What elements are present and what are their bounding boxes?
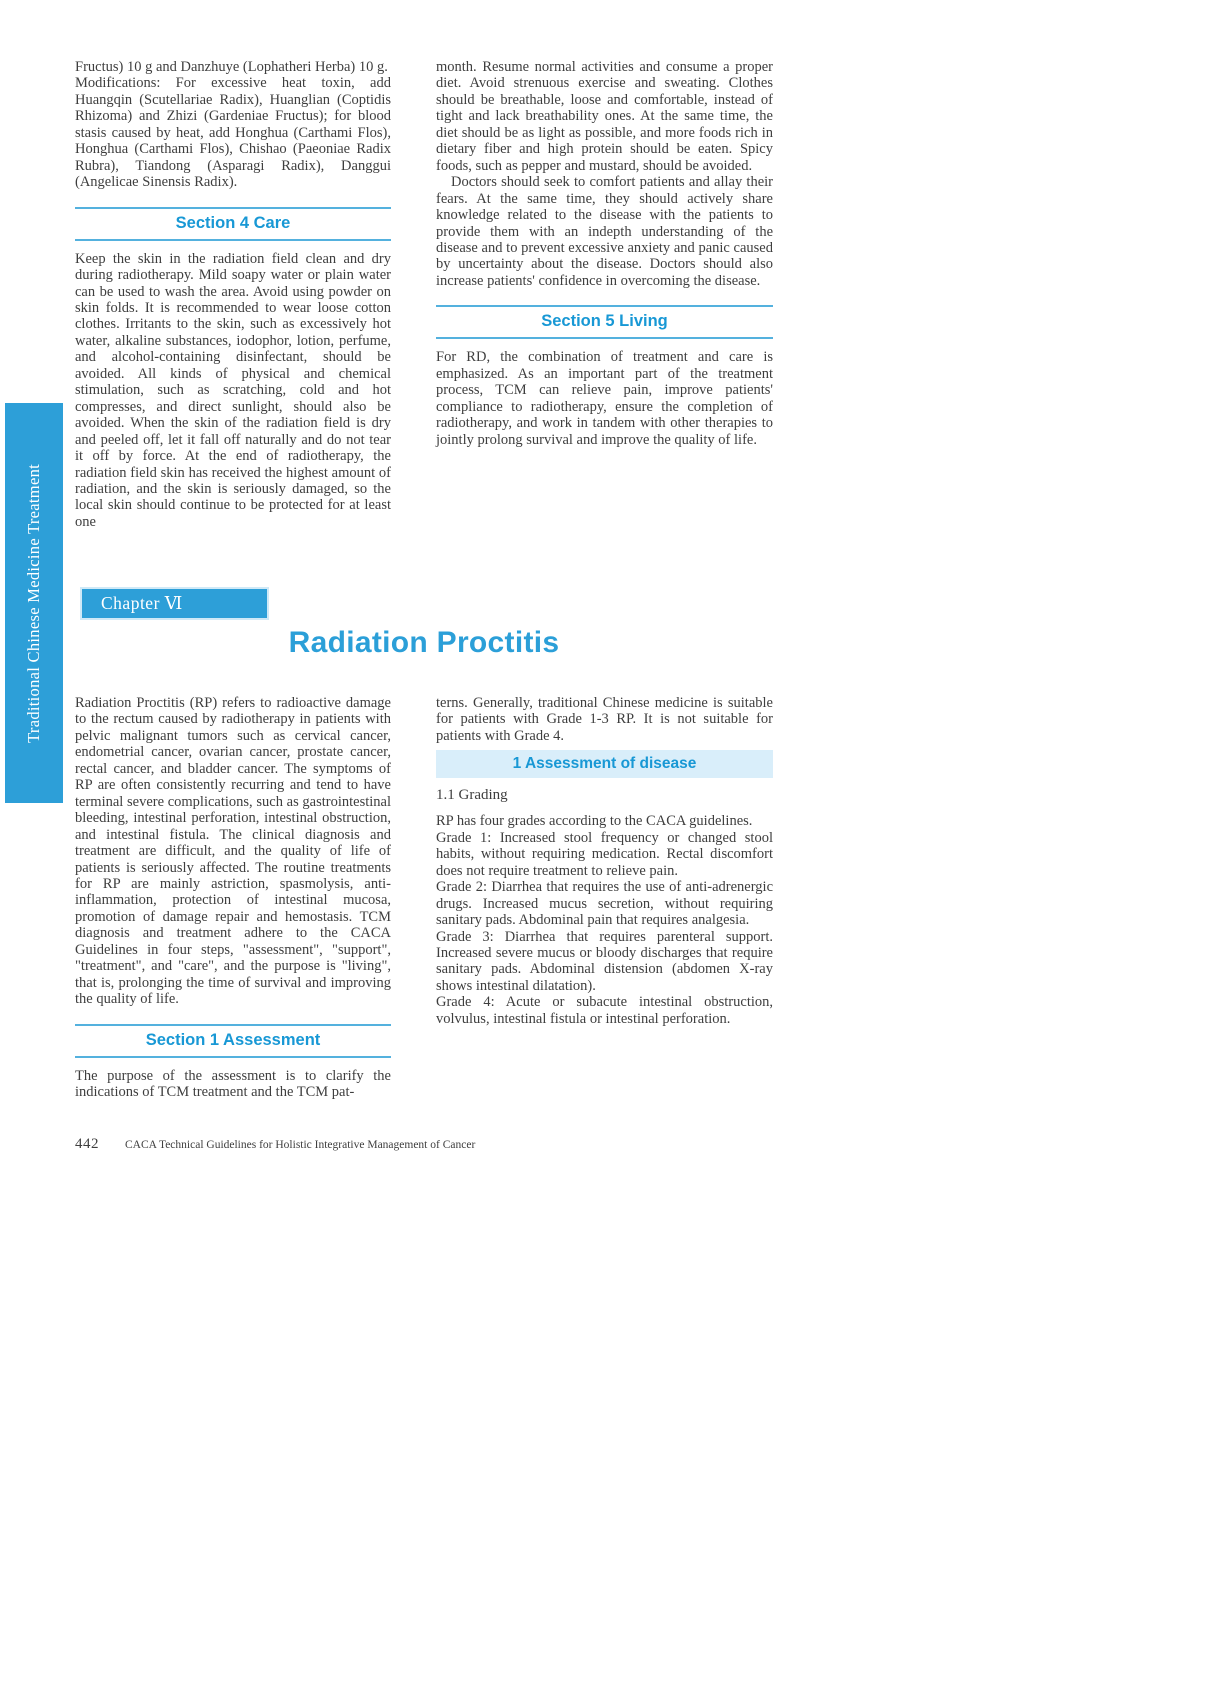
body-paragraph: Doctors should seek to comfort patients and allay their fears. At the same time, they should actively share knowledge related to the disease with the patients to provide them with an indepth understanding of the disease and to prevent excessive anxiety and panic caused by uncertainty about the disease. Doctors should also increase patients' confidence in overcoming the disease. (436, 174, 773, 289)
section-5-living-header: Section 5 Living (436, 305, 773, 339)
chapter-right-column (436, 695, 773, 1101)
top-left-column (75, 59, 391, 530)
body-paragraph: The purpose of the assessment is to clarify the indications of TCM treatment and the TCM pat- (75, 1067, 391, 1101)
body-paragraph: month. Resume normal activities and consume a proper diet. Avoid strenuous exercise and sweating. Clothes should be breathable, loose and comfortable, instead of tight and lack breathability ones. At the same time, the diet should be as light as possible, and more foods rich in dietary fiber and high protein should be eaten. Spicy foods, such as pepper and mustard, should be avoided. (436, 59, 773, 174)
grade-2-paragraph: Grade 2: Diarrhea that requires the use of anti-adrenergic drugs. Increased mucus secretion, without requiring sanitary pads. Abdominal pain that requires analgesia. (436, 879, 773, 929)
assessment-of-disease-band: 1 Assessment of disease (436, 750, 773, 778)
body-paragraph: For RD, the combination of treatment and care is emphasized. As an important part of the treatment process, TCM can relieve pain, improve patients' compliance to radiotherapy, ensure the completion of radiotherapy, and work in tandem with other therapies to jointly prolong survival and improve the quality of life. (436, 349, 773, 448)
grade-1-paragraph: Grade 1: Increased stool frequency or changed stool habits, without requiring medication. Rectal discomfort does not require treatment to relieve pain. (436, 829, 773, 879)
body-paragraph: Fructus) 10 g and Danzhuye (Lophatheri Herba) 10 g. (75, 59, 388, 75)
grade-4-paragraph: Grade 4: Acute or subacute intestinal obstruction, volvulus, intestinal fistula or intestinal perforation. (436, 994, 773, 1027)
top-right-column (436, 59, 773, 530)
page-footer (75, 1136, 475, 1153)
grade-3-paragraph: Grade 3: Diarrhea that requires parenteral support. Increased severe mucus or bloody discharges that require sanitary pads. Abdominal distension (abdomen X-ray shows intestinal dilatation). (436, 928, 773, 994)
page-number: 442 (75, 1136, 99, 1152)
body-paragraph: Keep the skin in the radiation field clean and dry during radiotherapy. Mild soapy water or plain water can be used to wash the area. Avoid using powder on skin folds. It is recommended to wear loose cotton clothes. Irritants to the skin, such as excessively hot water, alkaline substances, iodophor, lotion, perfume, and alcohol-containing disinfectant, should be avoided. All kinds of physical and chemical stimulation, such as scratching, cold and hot compresses, and direct sunlight, should also be avoided. When the skin of the radiation field is dry and peeled off, let it fall off naturally and do not tear it off by force. At the end of radiotherapy, the radiation field skin has received the highest amount of radiation, and the skin is seriously damaged, so the local skin should continue to be protected for at least one (75, 250, 391, 530)
chapter-title: Radiation Proctitis (288, 626, 560, 659)
running-book-title: CACA Technical Guidelines for Holistic Integrative Management of Cancer (125, 1139, 476, 1151)
grading-subheading: 1.1 Grading (436, 787, 508, 804)
chapter-banner: Chapter Ⅵ (82, 589, 267, 618)
section-1-assessment-header: Section 1 Assessment (75, 1024, 391, 1058)
body-paragraph: RP has four grades according to the CACA guidelines. (436, 813, 753, 830)
body-paragraph: Modifications: For excessive heat toxin, add Huangqin (Scutellariae Radix), Huanglian (Coptidis Rhizoma) and Zhizi (Gardeniae Fructus); for blood stasis caused by heat, add Honghua (Carthami Flos), Honghua (Carthami Flos), Chishao (Paeoniae Radix Rubra), Tiandong (Asparagi Radix), Danggui (Angelicae Sinensis Radix). (75, 75, 391, 191)
side-tab-label: Traditional Chinese Medicine Treatment (24, 463, 43, 743)
chapter-left-column (75, 695, 391, 1101)
top-text-block (75, 59, 773, 530)
chapter-side-tab (5, 403, 63, 803)
chapter-body-block (75, 695, 773, 1101)
body-paragraph: Radiation Proctitis (RP) refers to radioactive damage to the rectum caused by radiotherapy in patients with pelvic malignant tumors such as cervical cancer, endometrial cancer, ovarian cancer, prostate cancer, rectal cancer, and bladder cancer. The symptoms of RP are often consistently recurring and tend to have terminal severe complications, such as gastrointestinal bleeding, intestinal perforation, intestinal obstruction, and intestinal fistula. The clinical diagnosis and treatment are difficult, and the quality of life of patients is seriously affected. The routine treatments for RP are mainly astriction, spasmolysis, anti-inflammation, protection of intestinal mucosa, promotion of damage repair and hemostasis. TCM diagnosis and treatment adhere to the CACA Guidelines in four steps, "assessment", "support", "treatment", and "care", and the purpose is "living", that is, prolonging the time of survival and improving the quality of life. (75, 695, 391, 1008)
section-4-care-header: Section 4 Care (75, 207, 391, 241)
body-paragraph: terns. Generally, traditional Chinese medicine is suitable for patients with Grade 1-3 RP. It is not suitable for patients with Grade 4. (436, 695, 773, 744)
